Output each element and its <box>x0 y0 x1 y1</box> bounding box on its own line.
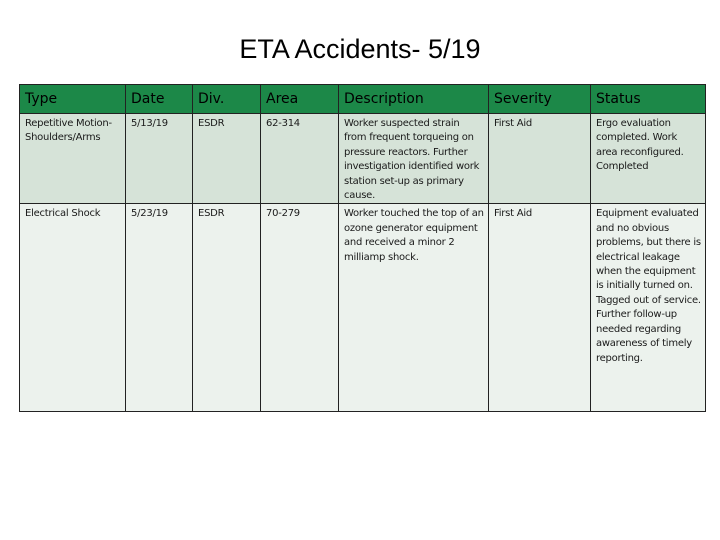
cell-date: 5/13/19 <box>126 114 193 204</box>
table-row <box>20 204 706 412</box>
accidents-table <box>19 84 706 412</box>
header-description: Description <box>339 85 489 114</box>
cell-div: ESDR <box>193 204 261 412</box>
cell-description: Worker touched the top of an ozone generator equipment and received a minor 2 milliamp shock. <box>339 204 489 412</box>
cell-area: 70-279 <box>261 204 339 412</box>
slide-title: ETA Accidents- 5/19 <box>239 34 481 64</box>
cell-status: Equipment evaluated and no obvious problems, but there is electrical leakage when the equipment is initially turned on. Tagged out of service. Further follow-up needed regarding awareness of timely reporting. <box>591 204 706 412</box>
cell-date: 5/23/19 <box>126 204 193 412</box>
cell-severity: First Aid <box>489 204 591 412</box>
header-div: Div. <box>193 85 261 114</box>
cell-div: ESDR <box>193 114 261 204</box>
cell-type: Electrical Shock <box>20 204 126 412</box>
header-severity: Severity <box>489 85 591 114</box>
header-area: Area <box>261 85 339 114</box>
table-header-row <box>20 85 706 114</box>
header-type: Type <box>20 85 126 114</box>
cell-description: Worker suspected strain from frequent torqueing on pressure reactors. Further investigation identified work station set-up as primary cause. <box>339 114 489 204</box>
cell-area: 62-314 <box>261 114 339 204</box>
header-status: Status <box>591 85 706 114</box>
cell-status: Ergo evaluation completed. Work area reconfigured. Completed <box>591 114 706 204</box>
table-row <box>20 114 706 204</box>
header-date: Date <box>126 85 193 114</box>
cell-severity: First Aid <box>489 114 591 204</box>
cell-type: Repetitive Motion-Shoulders/Arms <box>20 114 126 204</box>
